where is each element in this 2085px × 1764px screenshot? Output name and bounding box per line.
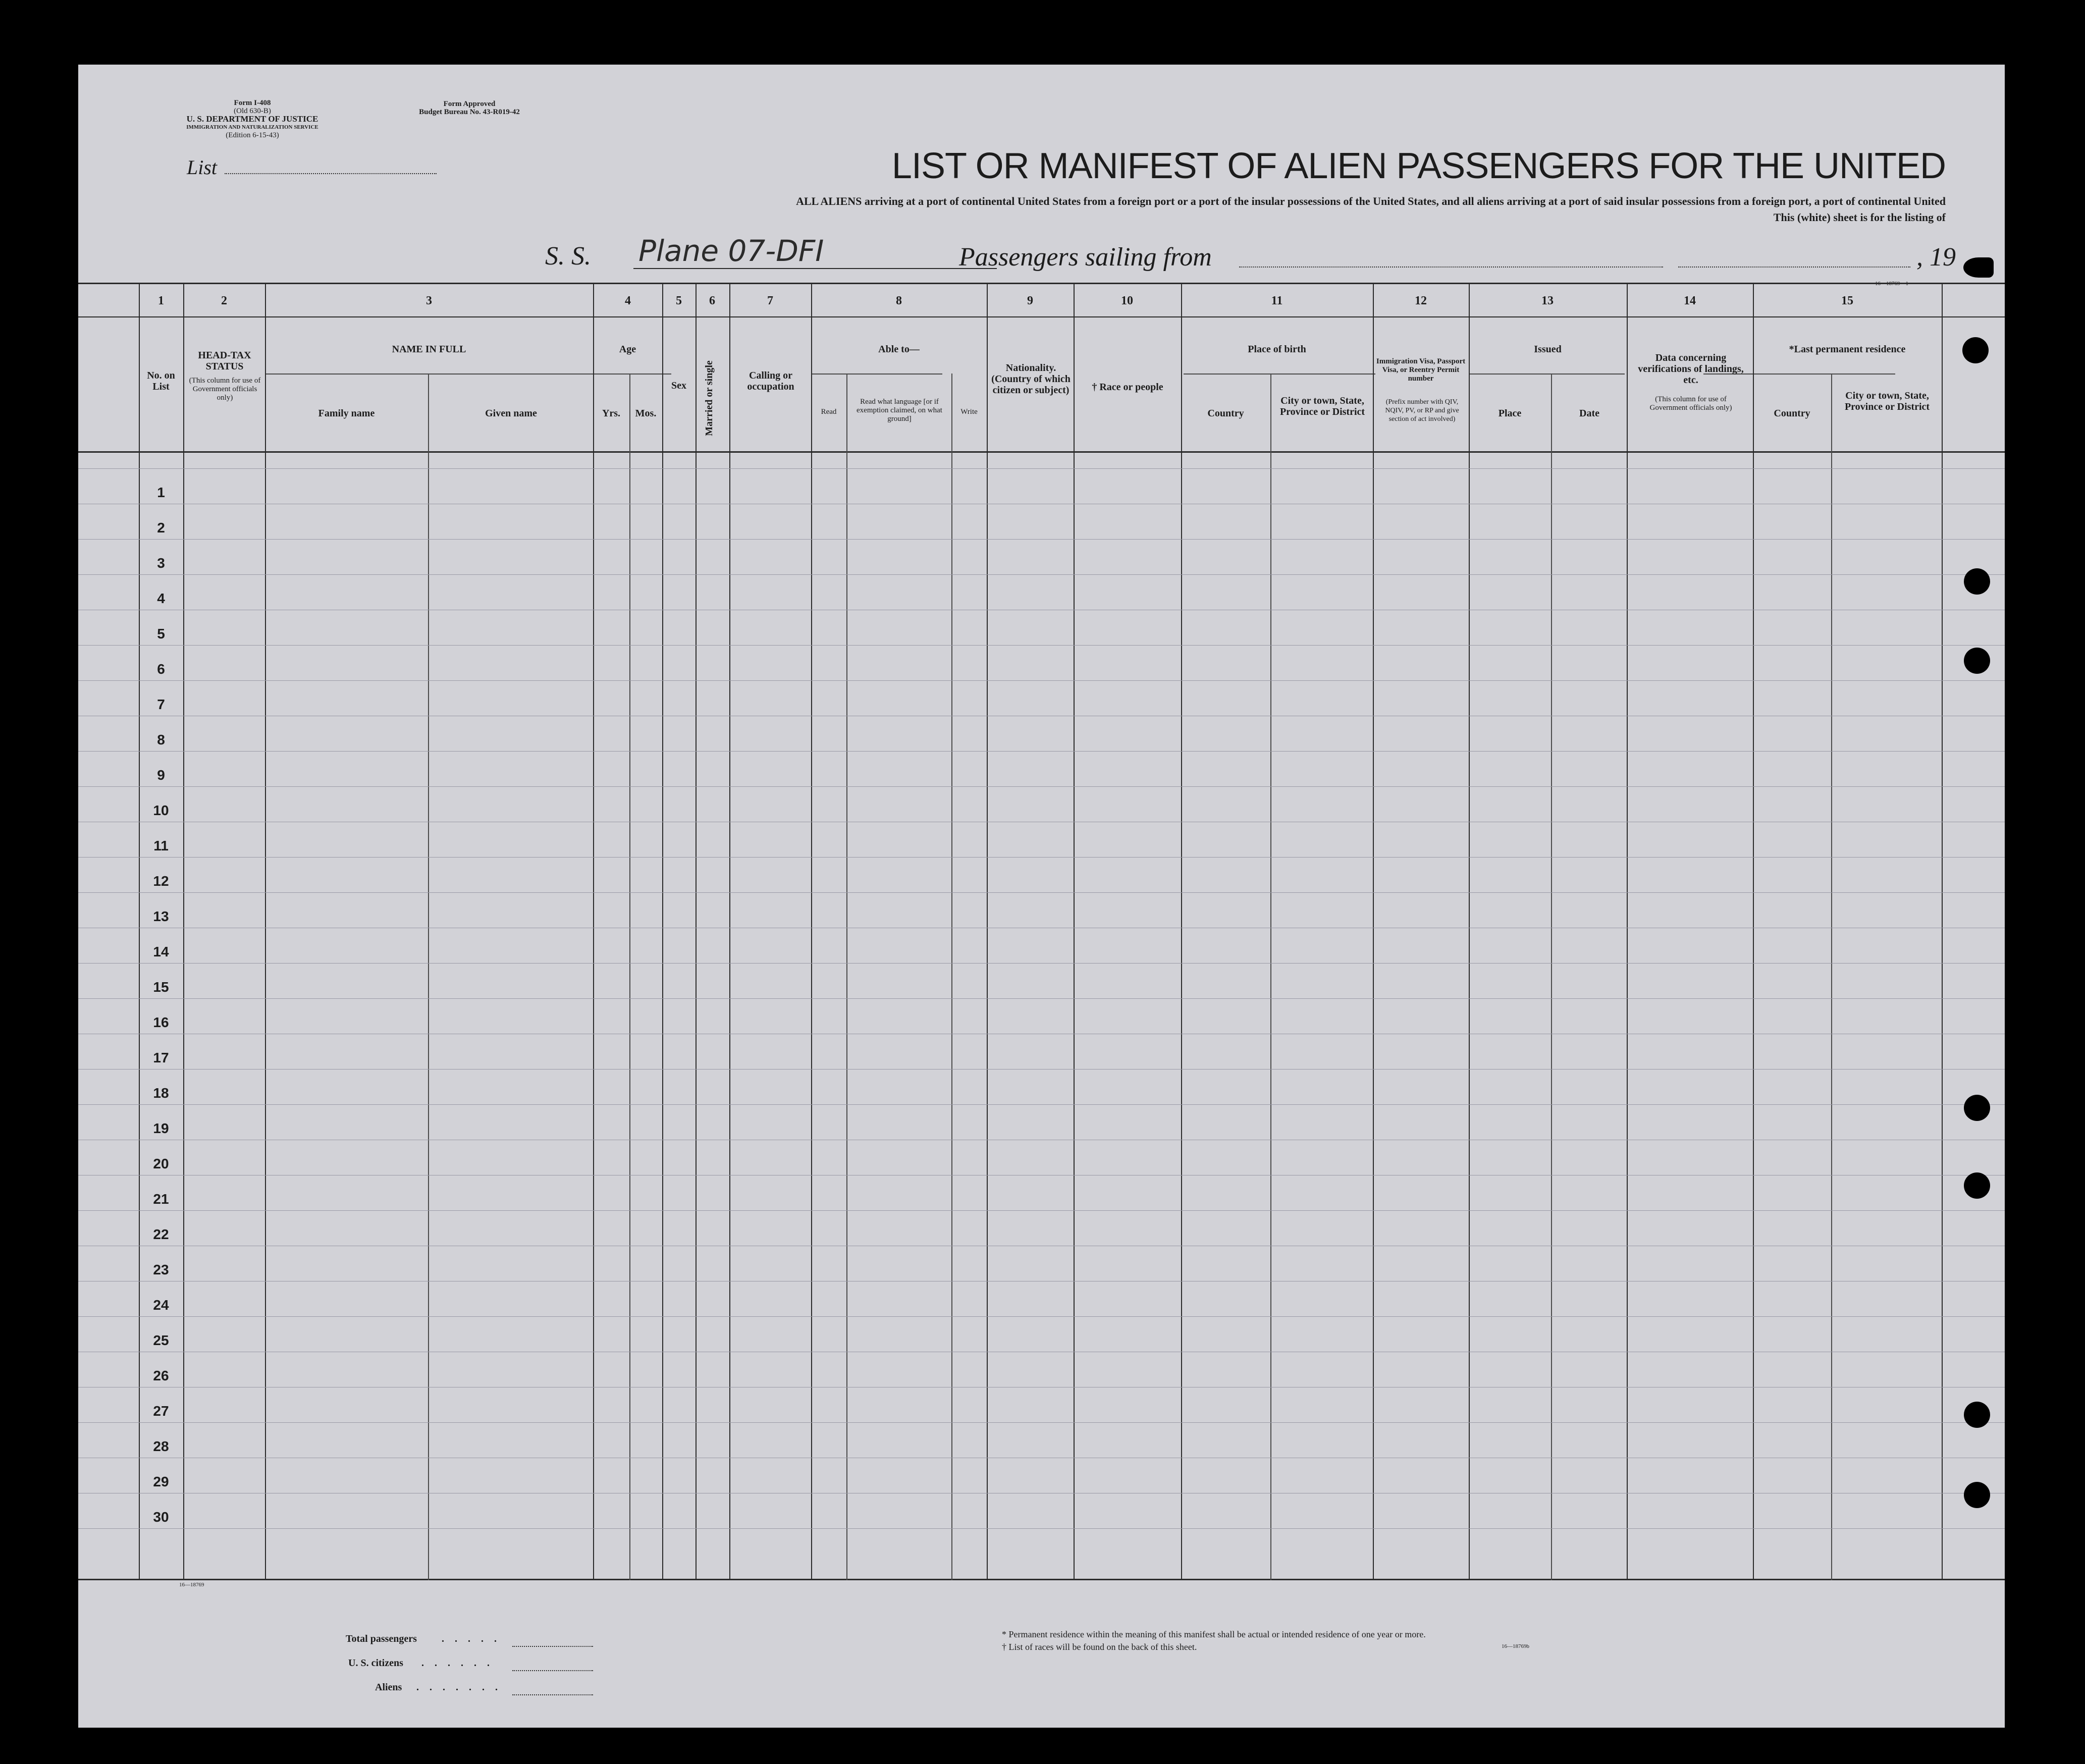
department: U. S. DEPARTMENT OF JUSTICE bbox=[186, 114, 318, 124]
row-number: 4 bbox=[157, 591, 165, 606]
col-divider bbox=[265, 283, 266, 1580]
footnote-permanent-residence: * Permanent residence within the meaning of this manifest shall be actual or intended residence of one year or more. bbox=[1002, 1629, 1426, 1639]
col-number: 14 bbox=[1684, 294, 1696, 307]
sailing-from-label: Passengers sailing from bbox=[959, 243, 1212, 272]
header-issued: Issued bbox=[1534, 344, 1562, 355]
row-rule bbox=[78, 680, 2005, 681]
header-head-tax-note: (This column for use of Government officials only) bbox=[189, 377, 261, 402]
document-title: LIST OR MANIFEST OF ALIEN PASSENGERS FOR THE UNITED bbox=[891, 146, 1946, 186]
col-divider bbox=[1074, 283, 1075, 1580]
form-old-number: (Old 630-B) bbox=[234, 107, 271, 115]
col-divider bbox=[593, 283, 594, 1580]
form-approved: Form Approved bbox=[443, 100, 496, 108]
leader-dots: . . . . . . . bbox=[416, 1682, 502, 1693]
row-rule bbox=[78, 539, 2005, 540]
col-divider bbox=[1753, 283, 1754, 1580]
header-visa-note: (Prefix number with QIV, NQIV, PV, or RP and give section of act involved) bbox=[1385, 398, 1459, 423]
header-sex: Sex bbox=[671, 380, 686, 391]
header-residence-country: Country bbox=[1774, 408, 1810, 419]
ss-label: S. S. bbox=[545, 242, 591, 271]
stock-number-bottom-right: 16—18769b bbox=[1502, 1643, 1529, 1649]
header-write: Write bbox=[960, 408, 978, 416]
header-able-to: Able to— bbox=[878, 344, 920, 355]
col-number: 5 bbox=[676, 294, 682, 307]
row-rule bbox=[78, 1069, 2005, 1070]
col-divider bbox=[1373, 283, 1374, 1580]
aliens-label: Aliens bbox=[375, 1682, 402, 1693]
col-divider bbox=[1627, 283, 1628, 1580]
row-rule bbox=[78, 892, 2005, 893]
punch-hole bbox=[1962, 337, 1989, 363]
header-bottom-rule bbox=[78, 451, 2005, 453]
able-subheader-rule bbox=[811, 373, 942, 375]
header-issued-place: Place bbox=[1498, 408, 1522, 419]
header-married: Married or single bbox=[704, 360, 715, 436]
col-divider bbox=[1551, 373, 1552, 1580]
column-number-rule bbox=[78, 316, 2005, 317]
row-number: 28 bbox=[153, 1438, 169, 1454]
list-label: List bbox=[187, 156, 218, 179]
us-citizens-field[interactable] bbox=[512, 1670, 593, 1671]
row-number: 18 bbox=[153, 1085, 169, 1101]
punch-hole bbox=[1964, 1095, 1990, 1121]
header-given-name: Given name bbox=[485, 408, 537, 419]
row-number: 9 bbox=[157, 767, 165, 783]
col-divider bbox=[428, 373, 429, 1580]
row-number: 3 bbox=[157, 555, 165, 571]
punch-hole bbox=[1963, 257, 1994, 278]
header-residence-city: City or town, State, Province or District bbox=[1844, 390, 1930, 412]
subtitle-line-2: This (white) sheet is for the listing of bbox=[1773, 211, 1946, 224]
total-passengers-row bbox=[270, 1627, 593, 1651]
col-divider bbox=[629, 373, 630, 1580]
row-rule bbox=[78, 468, 2005, 469]
row-rule bbox=[78, 1422, 2005, 1423]
header-birth-city: City or town, State, Province or District bbox=[1279, 395, 1365, 417]
punch-hole bbox=[1964, 1172, 1990, 1199]
year-prefix: , 19 bbox=[1916, 243, 1956, 272]
col-number: 10 bbox=[1121, 294, 1133, 307]
header-read-language: Read what language [or if exemption claimed, on what ground] bbox=[857, 398, 942, 423]
header-age-months: Mos. bbox=[635, 408, 657, 419]
row-rule bbox=[78, 998, 2005, 999]
row-number: 15 bbox=[153, 979, 169, 995]
header-no-on-list: No. on List bbox=[147, 370, 175, 392]
col-number: 3 bbox=[426, 294, 432, 307]
row-rule bbox=[78, 1210, 2005, 1211]
age-subheader-rule bbox=[603, 373, 671, 375]
col-number: 2 bbox=[221, 294, 227, 307]
col-divider bbox=[696, 283, 697, 1580]
header-race: † Race or people bbox=[1092, 382, 1163, 393]
row-number: 24 bbox=[153, 1297, 169, 1313]
col-number: 15 bbox=[1841, 294, 1853, 307]
row-number: 23 bbox=[153, 1262, 169, 1277]
row-rule bbox=[78, 963, 2005, 964]
row-number: 27 bbox=[153, 1403, 169, 1419]
header-issued-date: Date bbox=[1579, 408, 1599, 419]
col-divider bbox=[1270, 373, 1271, 1580]
row-number: 12 bbox=[153, 873, 169, 889]
header-nationality: Nationality. (Country of which citizen or subject) bbox=[991, 362, 1071, 396]
row-number: 19 bbox=[153, 1120, 169, 1136]
col-divider bbox=[139, 283, 140, 1580]
punch-hole bbox=[1964, 1402, 1990, 1428]
header-family-name: Family name bbox=[318, 408, 375, 419]
row-rule bbox=[78, 751, 2005, 752]
row-number: 1 bbox=[157, 485, 165, 500]
us-citizens-row bbox=[270, 1651, 593, 1675]
header-read: Read bbox=[821, 408, 837, 416]
col-divider bbox=[1469, 283, 1470, 1580]
punch-hole bbox=[1964, 568, 1990, 595]
row-number: 25 bbox=[153, 1332, 169, 1348]
us-citizens-label: U. S. citizens bbox=[348, 1658, 403, 1669]
approval-block bbox=[386, 100, 553, 116]
sailing-from-line bbox=[1239, 266, 1663, 268]
header-calling: Calling or occupation bbox=[747, 370, 794, 392]
row-number: 20 bbox=[153, 1156, 169, 1171]
row-number: 29 bbox=[153, 1474, 169, 1489]
form-number: Form I-408 bbox=[234, 99, 271, 107]
col-divider bbox=[987, 283, 988, 1580]
col-divider bbox=[729, 283, 730, 1580]
row-number: 22 bbox=[153, 1226, 169, 1242]
row-rule bbox=[78, 574, 2005, 575]
header-age-years: Yrs. bbox=[602, 408, 621, 419]
issued-subheader-rule bbox=[1470, 373, 1625, 375]
total-passengers-field[interactable] bbox=[512, 1646, 593, 1647]
row-number: 21 bbox=[153, 1191, 169, 1207]
col-divider bbox=[1181, 283, 1182, 1580]
col-number: 8 bbox=[896, 294, 902, 307]
col-divider bbox=[1831, 373, 1832, 1580]
row-rule bbox=[78, 786, 2005, 787]
header-place-of-birth: Place of birth bbox=[1248, 344, 1306, 355]
birth-subheader-rule bbox=[1184, 373, 1375, 375]
row-number: 7 bbox=[157, 697, 165, 712]
total-passengers-label: Total passengers bbox=[346, 1633, 417, 1644]
row-number: 13 bbox=[153, 908, 169, 924]
header-head-tax: HEAD-TAX STATUS bbox=[198, 350, 251, 372]
col-divider bbox=[1942, 283, 1943, 1580]
manifest-sheet bbox=[78, 65, 2005, 1728]
col-divider bbox=[951, 373, 952, 1580]
row-number: 26 bbox=[153, 1368, 169, 1383]
row-number: 2 bbox=[157, 520, 165, 536]
service-name: IMMIGRATION AND NATURALIZATION SERVICE bbox=[186, 124, 318, 130]
table-top-rule bbox=[78, 283, 2005, 284]
col-divider bbox=[811, 283, 812, 1580]
row-number: 17 bbox=[153, 1050, 169, 1065]
col-number: 1 bbox=[158, 294, 164, 307]
list-number-line bbox=[225, 173, 437, 174]
col-number: 12 bbox=[1415, 294, 1427, 307]
edition: (Edition 6-15-43) bbox=[226, 131, 279, 139]
aliens-row bbox=[270, 1675, 593, 1699]
row-number: 5 bbox=[157, 626, 165, 642]
subtitle-line-1: ALL ALIENS arriving at a port of continental United States from a foreign port or a port of the insular possessions of the United States, and all aliens arriving at a port of said insular possessions from a foreign port, a port of continental United bbox=[796, 195, 1946, 207]
row-number: 6 bbox=[157, 661, 165, 677]
col-number: 13 bbox=[1541, 294, 1554, 307]
aliens-field[interactable] bbox=[512, 1694, 593, 1695]
footnote-races: † List of races will be found on the back of this sheet. bbox=[1002, 1642, 1197, 1652]
totals-block bbox=[270, 1627, 593, 1699]
form-id-block bbox=[144, 99, 361, 139]
row-rule bbox=[78, 857, 2005, 858]
leader-dots: . . . . . bbox=[442, 1633, 501, 1644]
row-number: 16 bbox=[153, 1014, 169, 1030]
header-birth-country: Country bbox=[1207, 408, 1244, 419]
col-number: 11 bbox=[1271, 294, 1283, 307]
punch-hole bbox=[1964, 1482, 1990, 1508]
row-number: 10 bbox=[153, 803, 169, 818]
header-visa: Immigration Visa, Passport Visa, or Reentry Permit number bbox=[1376, 357, 1466, 383]
ship-name-handwritten: Plane 07-DFI bbox=[638, 234, 824, 268]
row-rule bbox=[78, 1316, 2005, 1317]
row-number: 8 bbox=[157, 732, 165, 747]
header-name-in-full: NAME IN FULL bbox=[392, 344, 466, 355]
col-number: 6 bbox=[709, 294, 715, 307]
row-rule bbox=[78, 1528, 2005, 1529]
col-divider bbox=[183, 283, 184, 1580]
header-age: Age bbox=[619, 344, 636, 355]
ship-name-line bbox=[633, 268, 997, 269]
col-number: 4 bbox=[625, 294, 631, 307]
punch-hole bbox=[1964, 648, 1990, 674]
row-rule bbox=[78, 1104, 2005, 1105]
header-data-note: (This column for use of Government officials only) bbox=[1649, 395, 1732, 412]
col-divider bbox=[846, 373, 847, 1580]
header-last-residence: *Last permanent residence bbox=[1789, 344, 1906, 355]
col-divider bbox=[662, 283, 663, 1580]
budget-bureau: Budget Bureau No. 43-R019-42 bbox=[419, 108, 520, 116]
row-rule bbox=[78, 645, 2005, 646]
stock-number-bottom-left: 16—18769 bbox=[179, 1582, 204, 1588]
header-data-concerning: Data concerning verifications of landings, etc. bbox=[1638, 352, 1744, 386]
col-number: 9 bbox=[1027, 294, 1033, 307]
row-number: 30 bbox=[153, 1509, 169, 1525]
col-number: 7 bbox=[767, 294, 773, 307]
leader-dots: . . . . . . bbox=[421, 1658, 494, 1669]
table-bottom-rule bbox=[78, 1579, 2005, 1580]
row-number: 11 bbox=[153, 838, 169, 853]
row-number: 14 bbox=[153, 944, 169, 959]
